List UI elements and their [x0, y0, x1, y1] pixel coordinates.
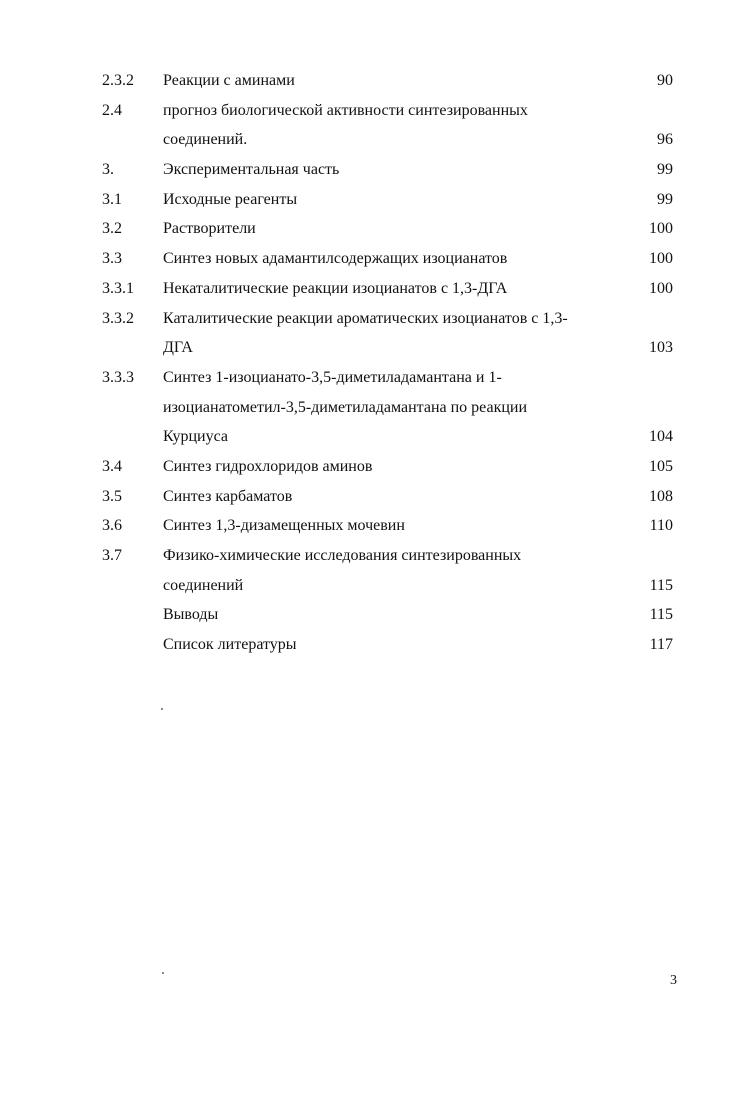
- toc-line: [0, 603, 733, 627]
- toc-section-number: 3.1: [102, 191, 122, 208]
- toc-section-number: 3.6: [102, 517, 122, 534]
- page-number: 3: [670, 973, 677, 988]
- scan-speck: [161, 708, 163, 710]
- toc-line: [0, 366, 733, 390]
- toc-line: [0, 544, 733, 568]
- toc-page-number: 110: [649, 517, 673, 534]
- toc-section-title: Синтез 1-изоцианато-3,5-диметиладамантана и 1-: [163, 369, 502, 386]
- toc-section-title: Синтез новых адамантилсодержащих изоцианатов: [163, 250, 508, 267]
- toc-line: [0, 574, 733, 598]
- toc-page-number: 115: [649, 577, 673, 594]
- toc-line: [0, 217, 733, 241]
- toc-section-number: 3.2: [102, 220, 122, 237]
- toc-section-title: ДГА: [163, 339, 193, 356]
- toc-line: [0, 633, 733, 657]
- toc-section-title: Экспериментальная часть: [163, 161, 340, 178]
- toc-section-title: соединений: [163, 577, 244, 594]
- toc-page-number: 99: [657, 191, 673, 208]
- toc-section-title: изоцианатометил-3,5-диметиладамантана по реакции: [163, 399, 528, 416]
- toc-section-number: 2.3.2: [102, 72, 134, 89]
- toc-section-title: Растворители: [163, 220, 256, 237]
- toc-section-title: Синтез гидрохлоридов аминов: [163, 458, 373, 475]
- toc-line: [0, 158, 733, 182]
- toc-section-title: Список литературы: [163, 636, 297, 653]
- toc-section-title: Синтез 1,3-дизамещенных мочевин: [163, 517, 405, 534]
- toc-page-number: 117: [649, 636, 673, 653]
- toc-section-title: Исходные реагенты: [163, 191, 298, 208]
- toc-section-number: 3.: [102, 161, 114, 178]
- toc-line: [0, 514, 733, 538]
- toc-page-number: 108: [649, 488, 673, 505]
- toc-page-number: 100: [649, 250, 673, 267]
- toc-page-number: 96: [657, 131, 673, 148]
- toc-page-number: 103: [649, 339, 673, 356]
- toc-line: [0, 336, 733, 360]
- toc-section-number: 3.3: [102, 250, 122, 267]
- toc-line: [0, 188, 733, 212]
- toc-section-number: 3.3.2: [102, 310, 134, 327]
- toc-page-number: 90: [657, 72, 673, 89]
- toc-section-title: Каталитические реакции ароматических изоцианатов с 1,3-: [163, 310, 568, 327]
- toc-section-title: Реакции с аминами: [163, 72, 295, 89]
- toc-page-number: 105: [649, 458, 673, 475]
- toc-section-number: 3.7: [102, 547, 122, 564]
- toc-line: [0, 247, 733, 271]
- toc-line: [0, 425, 733, 449]
- toc-section-number: 3.5: [102, 488, 122, 505]
- toc-line: [0, 277, 733, 301]
- toc-section-title: Выводы: [163, 606, 219, 623]
- scan-speck: [162, 972, 164, 974]
- toc-section-title: Физико-химические исследования синтезированных: [163, 547, 522, 564]
- toc-section-title: прогноз биологической активности синтезированных: [163, 102, 528, 119]
- toc-line: [0, 69, 733, 93]
- toc-section-number: 3.3.1: [102, 280, 134, 297]
- toc-section-title: Некаталитические реакции изоцианатов с 1,3-ДГА: [163, 280, 508, 297]
- toc-line: [0, 128, 733, 152]
- toc-section-number: 3.4: [102, 458, 122, 475]
- toc-section-title: Курциуса: [163, 428, 228, 445]
- toc-line: [0, 396, 733, 420]
- toc-line: [0, 99, 733, 123]
- toc-section-title: Синтез карбаматов: [163, 488, 293, 505]
- toc-section-title: соединений.: [163, 131, 248, 148]
- toc-page-number: 100: [649, 220, 673, 237]
- toc-line: [0, 485, 733, 509]
- toc-line: [0, 307, 733, 331]
- toc-section-number: 2.4: [102, 102, 122, 119]
- toc-line: [0, 455, 733, 479]
- toc-page-number: 104: [649, 428, 673, 445]
- toc-page-number: 115: [649, 606, 673, 623]
- toc-section-number: 3.3.3: [102, 369, 134, 386]
- toc-page-number: 99: [657, 161, 673, 178]
- toc-page-number: 100: [649, 280, 673, 297]
